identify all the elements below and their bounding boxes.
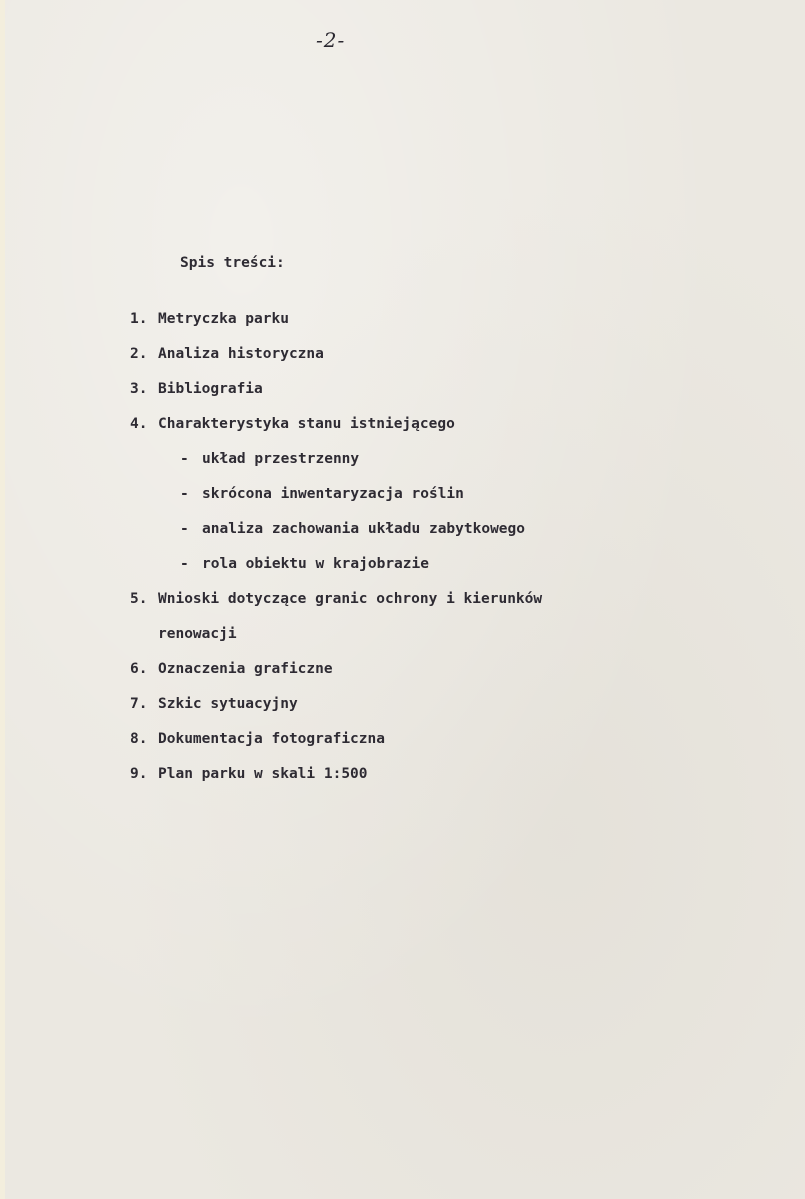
toc-item-number: 9.	[130, 766, 148, 782]
toc-item-6	[130, 660, 333, 678]
toc-item-text: Plan parku w skali 1:500	[158, 766, 368, 782]
toc-item-5-continuation	[158, 625, 237, 643]
toc-heading: Spis treści:	[180, 255, 285, 271]
toc-subitem-text: rola obiektu w krajobrazie	[202, 556, 429, 572]
toc-item-3	[130, 380, 263, 398]
toc-subitem	[180, 485, 464, 503]
toc-item-number: 5.	[130, 591, 148, 607]
toc-subitem	[180, 555, 429, 573]
toc-subitem-text: analiza zachowania układu zabytkowego	[202, 521, 526, 537]
toc-item-4	[130, 415, 455, 433]
toc-subitem	[180, 450, 359, 468]
toc-subitem-text: układ przestrzenny	[202, 451, 360, 467]
toc-subitem-dash: -	[180, 486, 189, 502]
toc-item-1	[130, 310, 289, 328]
page-number: -2-	[316, 28, 346, 52]
toc-item-text: Oznaczenia graficzne	[158, 661, 333, 677]
toc-subitem-dash: -	[180, 556, 189, 572]
toc-item-number: 4.	[130, 416, 148, 432]
toc-item-9	[130, 765, 368, 783]
toc-item-text: Charakterystyka stanu istniejącego	[158, 416, 455, 432]
toc-subitem	[180, 520, 525, 538]
toc-item-number: 2.	[130, 346, 148, 362]
toc-item-text: Analiza historyczna	[158, 346, 324, 362]
toc-subitem-dash: -	[180, 521, 189, 537]
toc-subitem-text: skrócona inwentaryzacja roślin	[202, 486, 464, 502]
toc-item-text: renowacji	[158, 626, 237, 642]
page-edge	[0, 0, 5, 1199]
toc-item-text: Bibliografia	[158, 381, 263, 397]
toc-item-7	[130, 695, 298, 713]
toc-item-text: Szkic sytuacyjny	[158, 696, 298, 712]
toc-item-number: 7.	[130, 696, 148, 712]
toc-item-text: Metryczka parku	[158, 311, 289, 327]
toc-item-number: 3.	[130, 381, 148, 397]
toc-item-text: Dokumentacja fotograficzna	[158, 731, 385, 747]
toc-item-text: Wnioski dotyczące granic ochrony i kierunków	[158, 591, 543, 607]
toc-subitem-dash: -	[180, 451, 189, 467]
toc-item-number: 8.	[130, 731, 148, 747]
toc-item-number: 1.	[130, 311, 148, 327]
toc-item-2	[130, 345, 324, 363]
toc-item-8	[130, 730, 385, 748]
toc-item-5	[130, 590, 542, 608]
toc-item-number: 6.	[130, 661, 148, 677]
